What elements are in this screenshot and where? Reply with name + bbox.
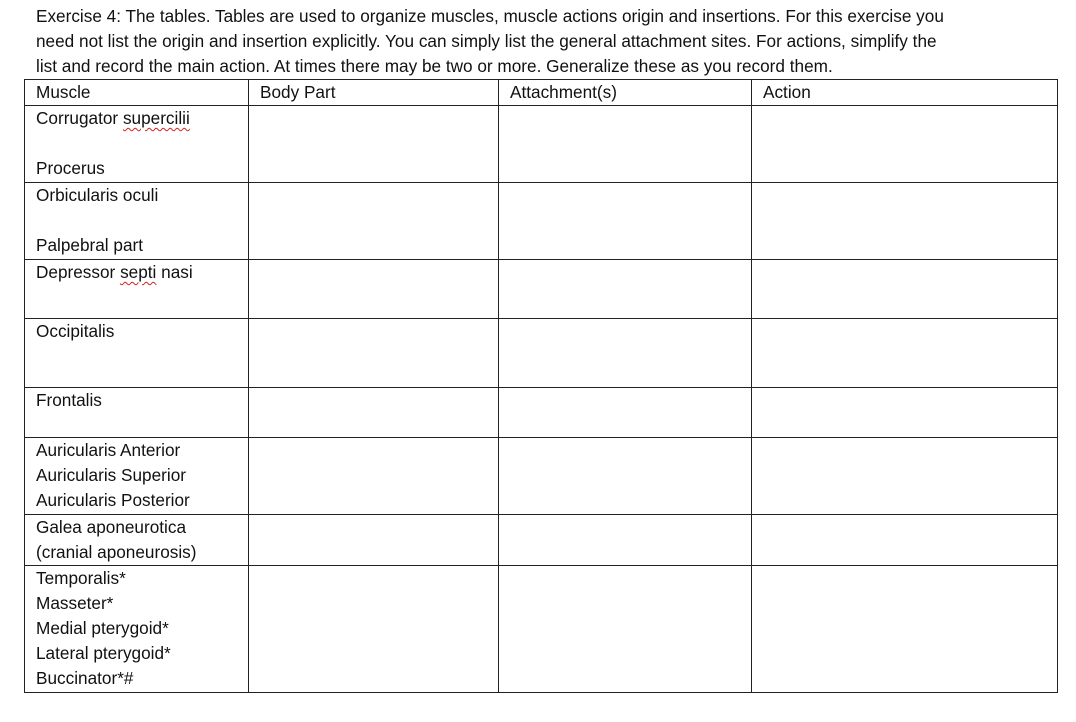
attachments-cell[interactable] xyxy=(499,515,752,566)
attachments-cell[interactable] xyxy=(499,106,752,183)
muscle-name: Auricularis Superior xyxy=(36,465,186,485)
muscle-name: Auricularis Posterior xyxy=(36,490,190,510)
body-part-cell[interactable] xyxy=(249,106,499,183)
instructions-line: list and record the main action. At times there may be two or more. Generalize these as you record them. xyxy=(36,56,833,76)
action-cell[interactable] xyxy=(752,515,1058,566)
action-cell[interactable] xyxy=(752,183,1058,260)
header-body-part: Body Part xyxy=(249,80,499,106)
table-row xyxy=(25,319,1058,388)
exercise-instructions xyxy=(36,4,1066,79)
attachments-cell[interactable] xyxy=(499,319,752,388)
body-part-cell[interactable] xyxy=(249,515,499,566)
body-part-cell[interactable] xyxy=(249,319,499,388)
table-row xyxy=(25,388,1058,438)
action-cell[interactable] xyxy=(752,566,1058,693)
muscle-cell xyxy=(25,515,249,566)
action-cell[interactable] xyxy=(752,260,1058,319)
table-row xyxy=(25,438,1058,515)
attachments-cell[interactable] xyxy=(499,566,752,693)
muscle-name: Frontalis xyxy=(36,390,102,410)
table-header-row xyxy=(25,80,1058,106)
spellcheck-flagged-word[interactable]: septi xyxy=(120,262,157,282)
table-row xyxy=(25,183,1058,260)
header-action: Action xyxy=(752,80,1058,106)
table-row xyxy=(25,515,1058,566)
body-part-cell[interactable] xyxy=(249,566,499,693)
muscle-cell xyxy=(25,106,249,183)
body-part-cell[interactable] xyxy=(249,438,499,515)
attachments-cell[interactable] xyxy=(499,388,752,438)
action-cell[interactable] xyxy=(752,438,1058,515)
muscle-cell xyxy=(25,438,249,515)
action-cell[interactable] xyxy=(752,106,1058,183)
muscle-cell xyxy=(25,388,249,438)
attachments-cell[interactable] xyxy=(499,438,752,515)
spellcheck-flagged-word[interactable]: supercilii xyxy=(122,108,190,128)
table-row xyxy=(25,566,1058,693)
muscle-name: Occipitalis xyxy=(36,321,115,341)
muscle-name: Medial pterygoid* xyxy=(36,618,169,638)
body-part-cell[interactable] xyxy=(249,183,499,260)
muscle-cell xyxy=(25,319,249,388)
muscle-name: Temporalis* xyxy=(36,568,126,588)
muscle-table xyxy=(24,79,1058,693)
table-row xyxy=(25,106,1058,183)
muscle-name: Procerus xyxy=(36,158,105,178)
table-row xyxy=(25,260,1058,319)
muscle-cell xyxy=(25,260,249,319)
attachments-cell[interactable] xyxy=(499,260,752,319)
muscle-name: Corrugator supercilii xyxy=(36,108,190,128)
muscle-name: Lateral pterygoid* xyxy=(36,643,171,663)
header-muscle: Muscle xyxy=(25,80,249,106)
attachments-cell[interactable] xyxy=(499,183,752,260)
instructions-line: need not list the origin and insertion explicitly. You can simply list the general attachment sites. For actions, simplify the xyxy=(36,31,937,51)
header-attachments: Attachment(s) xyxy=(499,80,752,106)
action-cell[interactable] xyxy=(752,319,1058,388)
muscle-name: Auricularis Anterior xyxy=(36,440,181,460)
muscle-name: Buccinator*# xyxy=(36,668,134,688)
muscle-name: Depressor septi nasi xyxy=(36,262,193,282)
body-part-cell[interactable] xyxy=(249,260,499,319)
muscle-name: Masseter* xyxy=(36,593,114,613)
action-cell[interactable] xyxy=(752,388,1058,438)
body-part-cell[interactable] xyxy=(249,388,499,438)
muscle-name: Orbicularis oculi xyxy=(36,185,159,205)
muscle-cell xyxy=(25,183,249,260)
muscle-name: Palpebral part xyxy=(36,235,144,255)
muscle-name: Galea aponeurotica xyxy=(36,517,187,537)
muscle-name: (cranial aponeurosis) xyxy=(36,542,197,562)
instructions-line: Exercise 4: The tables. Tables are used to organize muscles, muscle actions origin and insertions. For this exercise you xyxy=(36,6,944,26)
muscle-cell xyxy=(25,566,249,693)
